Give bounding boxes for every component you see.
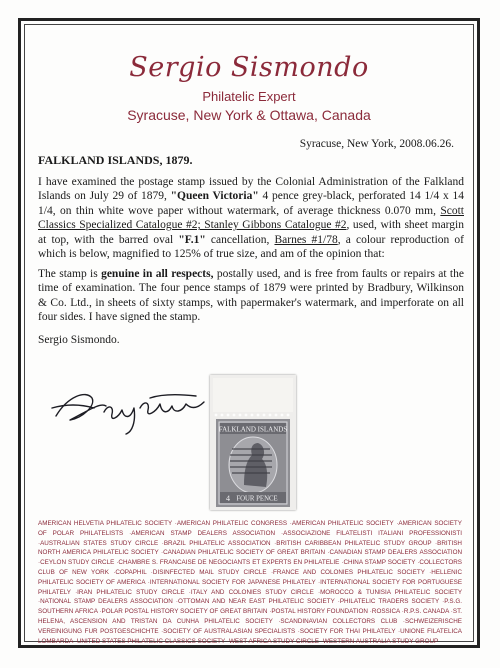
catalogue-reference: Scott Classics Specialized Catalogue #2; Stanley Gibbons Catalogue #2 <box>38 204 464 232</box>
p2-text: The stamp is <box>38 268 102 280</box>
letterhead <box>24 52 474 123</box>
signoff: Sergio Sismondo. <box>38 334 120 346</box>
expert-title: Philatelic Expert <box>202 89 296 104</box>
society-item: BRAZIL PHILATELIC ASSOCIATION · <box>164 540 276 547</box>
society-item: AMERICAN PHILATELIC SOCIETY · <box>292 520 399 527</box>
society-item: ITALY AND COLONIES STUDY CIRCLE · <box>191 589 320 596</box>
expert-location: Syracuse, New York & Ottawa, Canada <box>127 107 371 123</box>
stamp-bottom-text: FOUR PENCE <box>236 495 278 503</box>
handwritten-signature <box>46 378 211 438</box>
society-item: NATIONAL STAMP DEALERS ASSOCIATION · <box>40 598 178 605</box>
examination-paragraph <box>38 175 464 261</box>
society-item: SCANDINAVIAN COLLECTORS CLUB · <box>280 618 405 625</box>
society-item: INTERNATIONAL SOCIETY FOR PORTUGUESE PHILATELY · <box>38 579 462 596</box>
society-item: AMERICAN PHILATELIC CONGRESS · <box>177 520 292 527</box>
society-item: BRITISH CARIBBEAN PHILATELIC STUDY GROUP · <box>276 540 437 547</box>
certificate-heading: FALKLAND ISLANDS, 1879. <box>38 153 193 167</box>
society-item: POLAR POSTAL HISTORY SOCIETY OF GREAT BRITAIN · <box>102 608 272 615</box>
society-item: CHAMBRE S. FRANCAISE DE NEGOCIANTS ET EXPERTS EN PHILATELIE · <box>118 559 343 566</box>
opinion-verdict: genuine in all respects, <box>101 268 214 280</box>
society-item: MOROCCO & TUNISIA PHILATELIC SOCIETY · <box>38 589 462 606</box>
society-item: HELLENIC PHILATELIC SOCIETY OF AMERICA · <box>38 569 462 586</box>
society-item: UNITED STATES PHILATELIC CLASSICS SOCIETY · <box>77 638 229 645</box>
barnes-reference: Barnes #1/78 <box>274 233 338 246</box>
cancellation-code: "F.1" <box>178 233 206 246</box>
society-item: CEYLON STUDY CIRCLE · <box>40 559 118 566</box>
society-item: AUSTRALIAN STATES STUDY CIRCLE · <box>40 540 164 547</box>
society-item: FRANCE AND COLONIES PHILATELIC SOCIETY · <box>273 569 431 576</box>
society-item: DISINFECTED MAIL STUDY CIRCLE · <box>153 569 273 576</box>
society-item: OTTOMAN AND NEAR EAST PHILATELIC SOCIETY · <box>178 598 340 605</box>
society-item: P.S.G. SOUTHERN AFRICA · <box>38 598 462 615</box>
society-item: WESTERN AUSTRALIA STUDY GROUP <box>322 637 439 645</box>
p1-text: cancellation, <box>205 233 275 246</box>
p1-text: , used, with sheet margin at top, with the barred oval <box>38 219 464 246</box>
p1-text: I have examined the postage stamp issued by the Colonial Administration of the Falkland Islands on July 29 of 1879, <box>38 176 464 203</box>
society-item: CHINA STAMP SOCIETY · <box>343 559 419 566</box>
society-item: IRAN PHILATELIC STUDY CIRCLE · <box>77 589 191 596</box>
society-memberships <box>38 519 462 646</box>
society-item: PHILATELIC TRADERS SOCIETY · <box>340 598 444 605</box>
society-item: COPAPHIL · <box>115 569 153 576</box>
stamp-value: 4 <box>226 494 230 503</box>
society-item: CANADIAN PHILATELIC SOCIETY OF GREAT BRITAIN · <box>163 549 329 556</box>
society-item: AMERICAN SOCIETY OF POLAR PHILATELISTS · <box>38 520 462 537</box>
society-item: CANADIAN STAMP DEALERS ASSOCIATION · <box>38 549 462 566</box>
stamp-reproduction <box>210 375 296 510</box>
date-line: Syracuse, New York, 2008.06.26. <box>299 138 454 150</box>
expert-name: Sergio Sismondo <box>129 52 369 83</box>
society-item: WEST AFRICA STUDY CIRCLE · <box>229 638 323 645</box>
society-item: ROSSICA · <box>372 608 404 615</box>
p1-text: , a colour reproduction of which is below, magnified to 125% of true size, and am of the opinion that: <box>38 233 465 261</box>
society-item: SOCIETY FOR THAI PHILATELY · <box>300 628 400 635</box>
p1-text: 4 pence grey-black, perforated 14 1/4 x 14 1/4, on thin white wove paper without watermark, of average thickness 0.070 mm, <box>38 190 464 217</box>
society-item: SOCIETY OF AUSTRALASIAN SPECIALISTS · <box>163 628 300 635</box>
society-item: AMERICAN HELVETIA PHILATELIC SOCIETY · <box>38 520 177 527</box>
society-item: INTERNATIONAL SOCIETY FOR JAPANESE PHILATELY · <box>150 579 320 586</box>
stamp-name: "Queen Victoria" <box>170 190 259 203</box>
society-item: COLLECTORS CLUB OF NEW YORK · <box>38 559 462 576</box>
society-item: R.P.S. CANADA · <box>404 608 453 615</box>
society-item: POSTAL HISTORY FOUNDATION · <box>271 608 372 615</box>
society-item: SCHWEIZERISCHE VEREINIGUNG FUR POSTGESCHICHTE · <box>38 618 462 635</box>
stamp-top-text: FALKLAND ISLANDS <box>218 425 288 434</box>
society-item: UNIONE FILATELICA LOMBARDA · <box>38 628 462 645</box>
society-item: ST. HELENA, ASCENSION AND TRISTAN DA CUNHA PHILATELIC SOCIETY · <box>38 608 462 625</box>
p2-text: postally used, and is free from faults or repairs at the time of examination. The four pence stamps of 1879 were printed by Bradbury, Wilkinson & Co. Ltd., in sheets of sixty stamps, with papermaker's watermark, and imperforate on all four sides. I have signed the stamp. <box>38 268 464 324</box>
society-item: AMERICAN STAMP DEALERS ASSOCIATION · <box>131 530 283 537</box>
society-item: ASSOCIAZIONE FILATELISTI ITALIANI PROFESSIONISTI · <box>38 530 462 547</box>
society-item: BRITISH NORTH AMERICA PHILATELIC SOCIETY · <box>38 540 462 557</box>
opinion-paragraph <box>38 267 464 325</box>
